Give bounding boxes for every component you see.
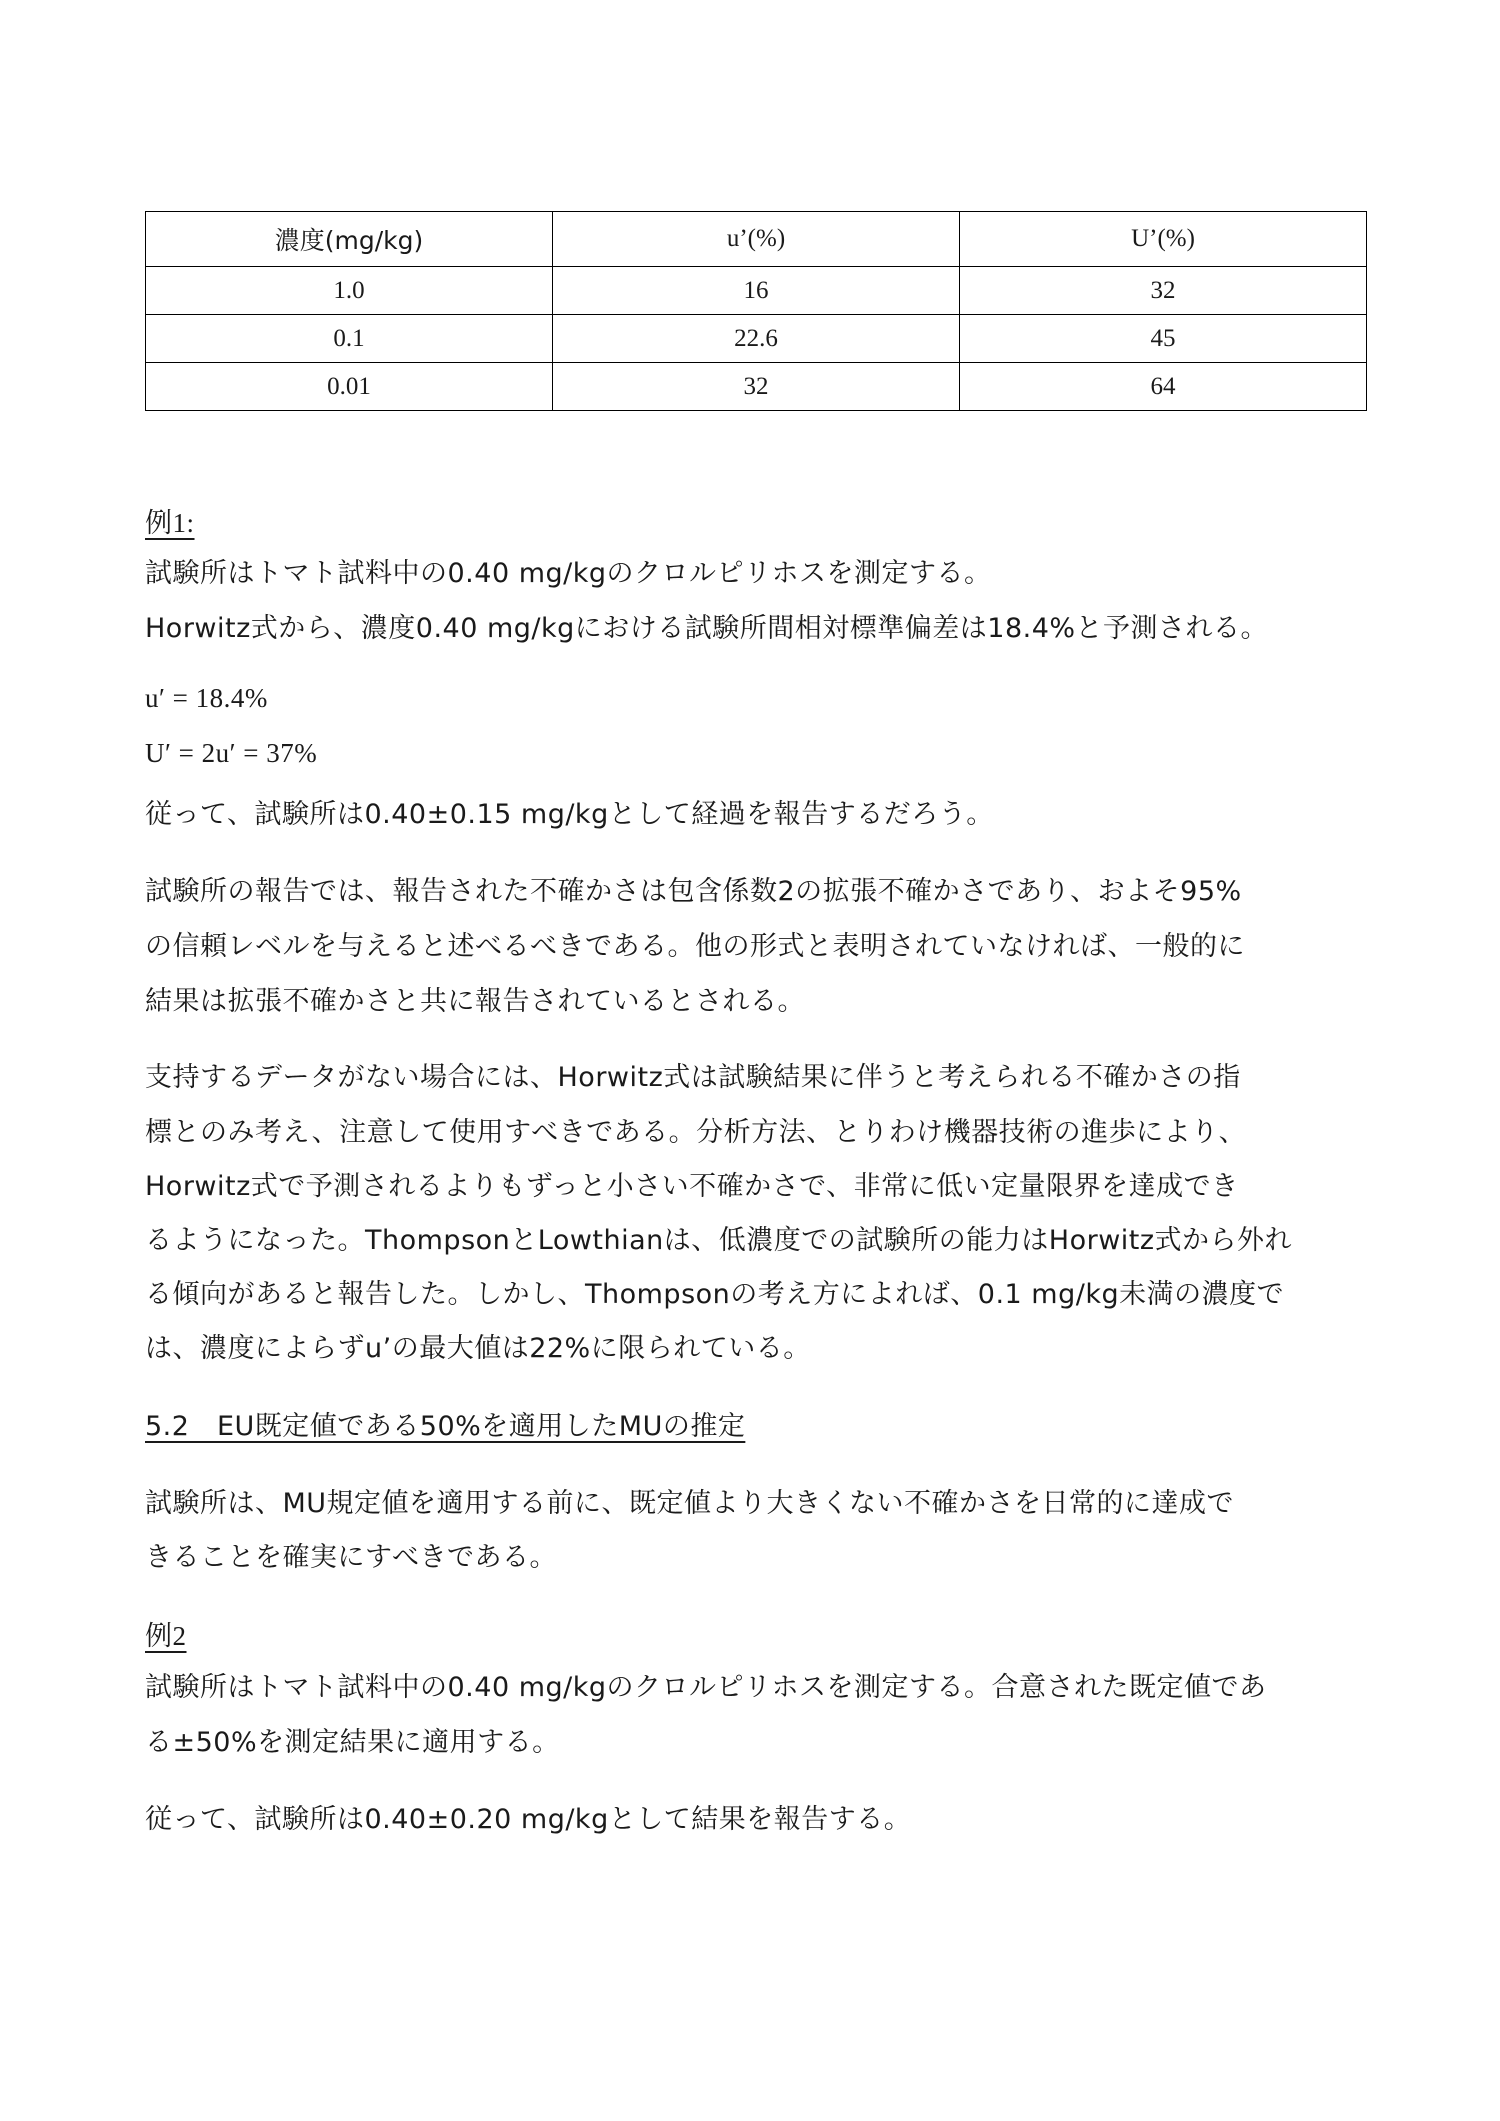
example1-equation-u: u′ = 18.4% [145,683,268,713]
table-header-cell: 濃度(mg/kg) [146,212,553,267]
example2-line: る±50%を測定結果に適用する。 [145,1727,560,1758]
example1-conclusion: 従って、試験所は0.40±0.15 mg/kgとして経過を報告するだろう。 [145,799,994,830]
horwitz-paragraph-line: は、濃度によらずu’の最大値は22%に限られている。 [145,1333,811,1364]
horwitz-paragraph-line: 標とのみ考え、注意して使用すべきである。分析方法、とりわけ機器技術の進歩により、 [145,1117,1247,1148]
table-cell: 64 [960,363,1367,411]
table-header-cell: u’(%) [553,212,960,267]
table-row [146,315,1367,363]
example1-line1: 試験所はトマト試料中の0.40 mg/kgのクロルピリホスを測定する。 [145,558,992,589]
horwitz-paragraph-line: るようになった。ThompsonとLowthianは、低濃度での試験所の能力はHorwitz式から外れ [145,1225,1293,1256]
section-heading-line [145,1400,1370,1454]
table-cell: 16 [553,267,960,315]
example2-label-line [145,1609,1370,1664]
example1-label: 例1: [145,508,195,538]
example1-line2: Horwitz式から、濃度0.40 mg/kgにおける試験所間相対標準偏差は18.4%と予測される。 [145,613,1269,644]
table-cell: 32 [553,363,960,411]
report-paragraph-line: の信頼レベルを与えると述べるべきである。他の形式と表明されていなければ、一般的に [145,931,1245,962]
table-cell: 0.1 [146,315,553,363]
mu-paragraph-line: 試験所は、MU規定値を適用する前に、既定値より大きくない不確かさを日常的に達成で [145,1488,1235,1519]
table-header-row [146,212,1367,267]
report-paragraph-line: 結果は拡張不確かさと共に報告されているとされる。 [145,986,805,1017]
table-cell: 0.01 [146,363,553,411]
example1-equation-U: U′ = 2u′ = 37% [145,738,318,768]
table-row [146,267,1367,315]
table-cell: 32 [960,267,1367,315]
example2-label: 例2 [145,1621,187,1651]
table-row [146,363,1367,411]
mu-paragraph-line: きることを確実にすべきである。 [145,1542,557,1573]
table-header-cell: U’(%) [960,212,1367,267]
horwitz-paragraph-line: 支持するデータがない場合には、Horwitz式は試験結果に伴うと考えられる不確かさの指 [145,1062,1241,1093]
table-cell: 45 [960,315,1367,363]
table-cell: 1.0 [146,267,553,315]
horwitz-paragraph-line: る傾向があると報告した。しかし、Thompsonの考え方によれば、0.1 mg/kg未満の濃度で [145,1279,1285,1310]
section-heading: 5.2 EU既定値である50%を適用したMUの推定 [145,1411,746,1442]
concentration-uncertainty-table [145,211,1367,411]
example2-line: 試験所はトマト試料中の0.40 mg/kgのクロルピリホスを測定する。合意された既定値であ [145,1672,1267,1703]
horwitz-paragraph-line: Horwitz式で予測されるよりもずっと小さい不確かさで、非常に低い定量限界を達成でき [145,1171,1239,1202]
report-paragraph-line: 試験所の報告では、報告された不確かさは包含係数2の拡張不確かさであり、およそ95% [145,876,1242,907]
example1-label-line [145,496,1370,551]
example2-conclusion: 従って、試験所は0.40±0.20 mg/kgとして結果を報告する。 [145,1804,912,1835]
table-cell: 22.6 [553,315,960,363]
